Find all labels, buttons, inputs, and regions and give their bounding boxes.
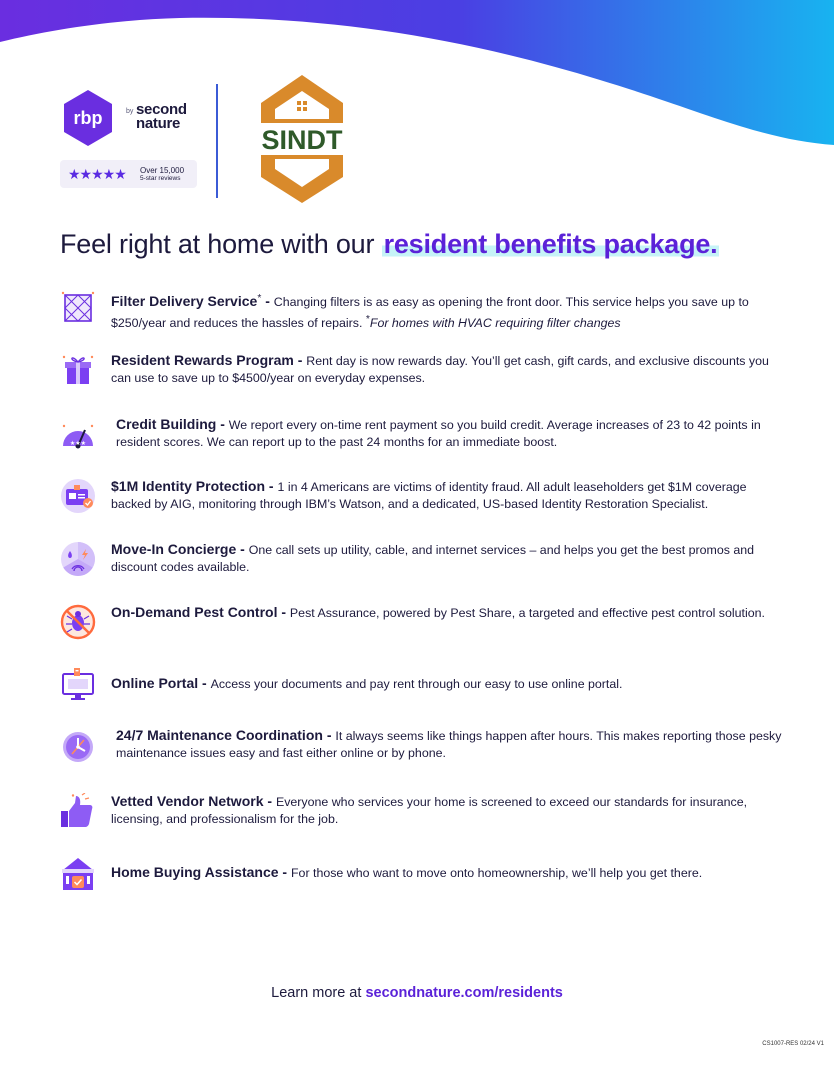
svg-text:SINDT: SINDT bbox=[261, 125, 343, 155]
reviews-label: 5-star reviews bbox=[140, 175, 181, 182]
house-key-icon bbox=[60, 856, 96, 892]
benefit-title: Vetted Vendor Network bbox=[111, 793, 264, 809]
benefit-dash: - bbox=[277, 604, 290, 620]
benefit-description: It always seems like things happen after hours. This makes reporting those pesky maintenance issues easy and fast either online or by phone. bbox=[116, 729, 782, 760]
document-code: CS1007-RES 02/24 V1 bbox=[762, 1041, 824, 1047]
svg-text:★★★: ★★★ bbox=[69, 441, 87, 447]
benefit-text bbox=[111, 864, 779, 882]
benefit-title: Resident Rewards Program bbox=[111, 352, 294, 368]
benefit-text bbox=[111, 352, 779, 387]
benefit-description: One call sets up utility, cable, and internet services – and helps you get the best promos and discount codes available. bbox=[111, 543, 755, 574]
benefit-description: Access your documents and pay rent through our easy to use online portal. bbox=[210, 677, 623, 691]
gift-icon bbox=[60, 352, 96, 388]
benefit-text bbox=[111, 675, 779, 693]
benefit-description: For those who want to move onto homeownership, we’ll help you get there. bbox=[290, 866, 703, 880]
rbp-by-text: by bbox=[126, 108, 134, 115]
rbp-logo bbox=[60, 88, 116, 148]
benefit-dash: - bbox=[278, 864, 291, 880]
second-nature-line1: second bbox=[136, 101, 187, 118]
benefit-description: Everyone who services your home is screened to exceed our standards for insurance, licensing, and professionalism for the job. bbox=[111, 795, 748, 826]
benefit-title: Credit Building bbox=[116, 416, 217, 432]
learn-more-link[interactable]: secondnature.com/residents bbox=[365, 985, 563, 1001]
computer-monitor-icon bbox=[60, 666, 96, 702]
identity-card-icon bbox=[60, 478, 96, 514]
benefit-dash: - bbox=[265, 478, 278, 494]
benefit-text bbox=[111, 793, 779, 828]
sindt-logo bbox=[257, 73, 347, 205]
headline-highlight: resident benefits package. bbox=[383, 229, 718, 259]
logo-divider bbox=[216, 84, 218, 198]
utilities-icon bbox=[60, 541, 96, 577]
benefit-description: 1 in 4 Americans are victims of identity fraud. All adult leaseholders get $1M coverage backed by AIG, monitoring through IBM’s Watson, and a dedicated, US-based Identity Restoration Specialist. bbox=[111, 480, 747, 511]
benefit-description: Rent day is now rewards day. You’ll get cash, gift cards, and exclusive discounts you can use to save up to $4500/year on everyday expenses. bbox=[111, 354, 769, 385]
benefit-footnote: For homes with HVAC requiring filter changes bbox=[369, 316, 621, 331]
note-asterisk: * bbox=[365, 314, 370, 326]
air-filter-icon bbox=[60, 290, 96, 326]
credit-gauge-icon bbox=[60, 416, 96, 452]
reviews-badge bbox=[60, 160, 197, 188]
benefit-description: Pest Assurance, powered by Pest Share, a targeted and effective pest control solution. bbox=[289, 606, 765, 620]
svg-text:rbp: rbp bbox=[73, 108, 103, 128]
benefit-description: We report every on-time rent payment so you build credit. Average increases of 23 to 42 points in resident scores. We can report up to the past 24 months for an immediate boost. bbox=[116, 418, 761, 449]
benefit-dash: - bbox=[263, 793, 276, 809]
benefit-title: Home Buying Assistance bbox=[111, 864, 279, 880]
reviews-count: Over 15,000 bbox=[140, 166, 185, 175]
benefit-description: Changing filters is as easy as opening the front door. This service helps you save up to $250/year and reduces the hassles of repairs. bbox=[111, 295, 749, 331]
benefit-title: Filter Delivery Service bbox=[111, 293, 258, 310]
benefit-title: On-Demand Pest Control bbox=[111, 604, 278, 620]
benefit-title: Online Portal bbox=[111, 675, 199, 691]
thumbs-up-icon bbox=[60, 793, 96, 829]
learn-more-line bbox=[0, 985, 834, 1001]
benefit-dash: - bbox=[216, 416, 229, 432]
clock-icon bbox=[60, 727, 96, 763]
five-star-icon: ★★★★★ bbox=[68, 166, 126, 182]
headline-prefix: Feel right at home with our bbox=[60, 229, 382, 259]
no-pest-icon bbox=[60, 604, 96, 640]
asterisk-mark: * bbox=[257, 293, 262, 304]
benefit-title: 24/7 Maintenance Coordination bbox=[116, 727, 323, 743]
benefit-dash: - bbox=[261, 293, 274, 310]
benefit-text bbox=[116, 416, 784, 451]
benefit-dash: - bbox=[198, 675, 211, 691]
benefit-dash: - bbox=[293, 352, 307, 368]
benefit-text bbox=[111, 478, 779, 513]
page-headline bbox=[60, 229, 800, 260]
benefit-text bbox=[111, 604, 779, 622]
benefit-dash: - bbox=[236, 541, 249, 557]
second-nature-line2: nature bbox=[136, 115, 181, 132]
benefit-dash: - bbox=[322, 727, 336, 743]
second-nature-wordmark bbox=[136, 103, 187, 131]
benefit-title: $1M Identity Protection bbox=[111, 478, 266, 494]
benefit-text bbox=[116, 727, 784, 762]
benefit-title: Move-In Concierge bbox=[111, 541, 237, 557]
benefit-text bbox=[111, 541, 779, 576]
learn-more-prefix: Learn more at bbox=[271, 985, 366, 1001]
benefit-text bbox=[111, 290, 779, 332]
